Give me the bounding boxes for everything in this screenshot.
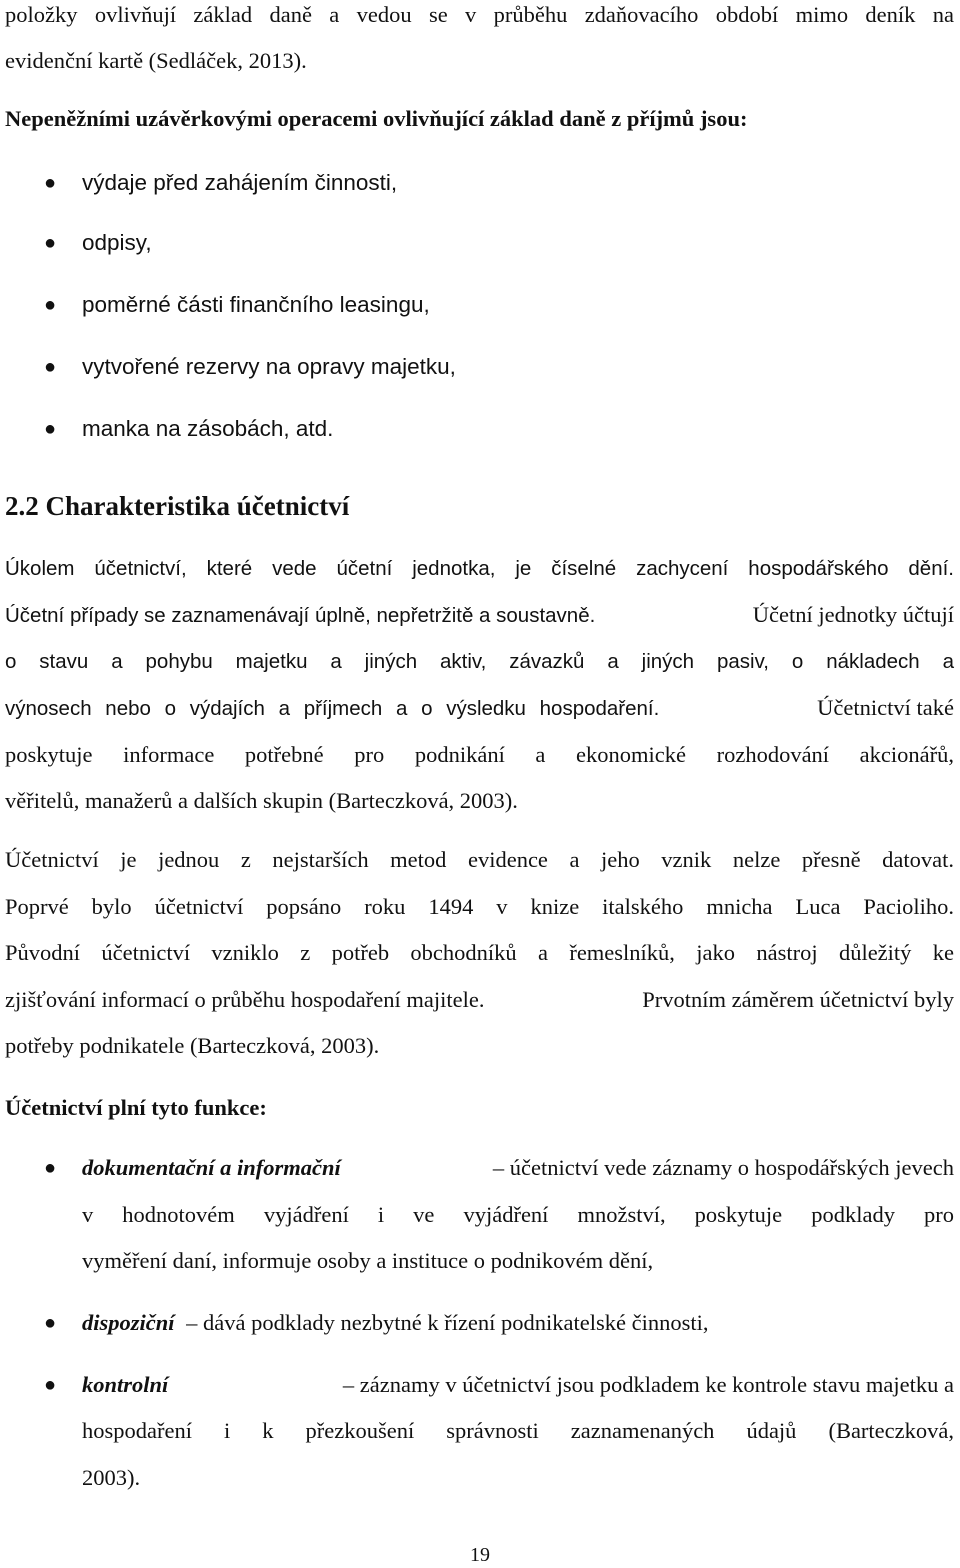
function-description: – záznamy v účetnictví jsou podkladem ke kontrole stavu majetku a — [342, 1372, 954, 1397]
paragraph2-line-4 — [5, 985, 954, 1015]
operations-heading: Nepeněžními uzávěrkovými operacemi ovlivňující základ daně z příjmů jsou: — [5, 106, 748, 131]
bullet-dot-icon: ● — [43, 294, 57, 316]
paragraph1-segment: Účetní jednotky účtují — [752, 602, 954, 627]
bullet-dot-icon: ● — [43, 172, 57, 194]
function-line-3: vyměření daní, informuje osoby a instituce o podnikovém dění, — [82, 1248, 654, 1273]
paragraph1-segment: Účetní případy se zaznamenávají úplně, nepřetržitě a soustavně. — [5, 604, 596, 627]
list-item-text: výdaje před zahájením činnosti, — [82, 170, 398, 195]
function-name: dokumentační a informační — [82, 1155, 341, 1180]
function-description: – účetnictví vede záznamy o hospodářských jevech — [492, 1155, 954, 1180]
paragraph2-line-5: potřeby podnikatele (Barteczková, 2003). — [5, 1033, 380, 1058]
function-line-1 — [82, 1308, 954, 1338]
section-title: 2.2 Charakteristika účetnictví — [5, 491, 350, 521]
function-line-1 — [82, 1370, 954, 1400]
paragraph1-segment: výnosech nebo o výdajích a příjmech a o výsledku hospodaření. — [5, 697, 660, 720]
page-number: 19 — [470, 1544, 490, 1566]
function-line-3: 2003). — [82, 1465, 141, 1490]
bullet-dot-icon: ● — [43, 418, 57, 440]
function-line-2: v hodnotovém vyjádření i ve vyjádření množství, poskytuje podklady pro — [82, 1202, 954, 1227]
list-item-text: odpisy, — [82, 230, 152, 255]
bullet-dot-icon: ● — [43, 232, 57, 254]
paragraph1-segment: Účetnictví také — [817, 695, 954, 720]
bullet-dot-icon: ● — [43, 1374, 57, 1396]
list-item-text: manka na zásobách, atd. — [82, 416, 334, 441]
paragraph2-line-1: Účetnictví je jednou z nejstarších metod evidence a jeho vznik nelze přesně datovat. — [5, 847, 954, 872]
paragraph1-line-1: Úkolem účetnictví, které vede účetní jednotka, je číselné zachycení hospodářského dění. — [5, 557, 954, 580]
paragraph1-line-3: o stavu a pohybu majetku a jiných aktiv, závazků a jiných pasiv, o nákladech a — [5, 650, 954, 673]
paragraph2-line-3: Původní účetnictví vzniklo z potřeb obchodníků a řemeslníků, jako nástroj důležitý ke — [5, 940, 954, 965]
paragraph1-line-4 — [5, 693, 954, 724]
paragraph1-line-6: věřitelů, manažerů a dalších skupin (Barteczková, 2003). — [5, 788, 518, 813]
function-name: dispoziční — [82, 1310, 175, 1335]
function-line-2: hospodaření i k přezkoušení správnosti zaznamenaných údajů (Barteczková, — [82, 1418, 954, 1443]
list-item-text: poměrné části finančního leasingu, — [82, 292, 430, 317]
bullet-dot-icon: ● — [43, 1157, 57, 1179]
functions-heading: Účetnictví plní tyto funkce: — [5, 1095, 267, 1120]
paragraph2-segment: zjišťování informací o průběhu hospodaření majitele. — [5, 987, 485, 1012]
function-description: – dává podklady nezbytné k řízení podnikatelské činnosti, — [186, 1310, 709, 1335]
paragraph2-segment: Prvotním záměrem účetnictví byly — [642, 987, 954, 1012]
function-line-1 — [82, 1153, 954, 1183]
list-item-text: vytvořené rezervy na opravy majetku, — [82, 354, 456, 379]
bullet-dot-icon: ● — [43, 1312, 57, 1334]
intro-line-1: položky ovlivňují základ daně a vedou se v průběhu zdaňovacího období mimo deník na — [5, 2, 954, 27]
bullet-dot-icon: ● — [43, 356, 57, 378]
function-name: kontrolní — [82, 1372, 169, 1397]
paragraph1-line-2 — [5, 600, 954, 631]
paragraph1-line-5: poskytuje informace potřebné pro podnikání a ekonomické rozhodování akcionářů, — [5, 742, 954, 767]
paragraph2-line-2: Poprvé bylo účetnictví popsáno roku 1494 v knize italského mnicha Luca Pacioliho. — [5, 894, 954, 919]
intro-line-2: evidenční kartě (Sedláček, 2013). — [5, 48, 307, 73]
